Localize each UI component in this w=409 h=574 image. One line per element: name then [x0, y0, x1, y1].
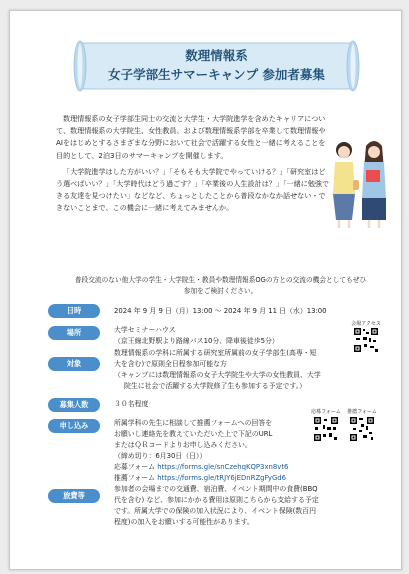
apply-line-3: またはＱＲコードよりお申し込みください。: [114, 441, 252, 449]
fee-line-4: 程度)の加入をお願いする可能性があります。: [114, 518, 254, 526]
access-qr-caption: 会場アクセス: [351, 321, 381, 327]
intro-text: [56, 113, 330, 219]
title-line-1: 数理情報系: [185, 48, 248, 63]
recommend-form-label: 推薦フォーム: [114, 474, 155, 482]
apply-line-2: お願いし連絡先を教えていただいた上で下記のURL: [114, 430, 273, 438]
place-line-1: 大学セミナーハウス: [114, 326, 176, 334]
fee-line-3: です。所属大学での保険の加入状況により、イベント保険(数百円: [114, 507, 316, 515]
date-value: 2024 年 9 月 9 日（月）13:00 ～ 2024 年 9 月 11 日（水）13:00: [114, 307, 327, 315]
apply-form-row: [114, 462, 324, 473]
fee-label: 旅費等: [48, 489, 100, 503]
apply-form-label: 応募フォーム: [114, 463, 155, 471]
fee-value: [114, 484, 376, 528]
target-value: [114, 348, 376, 392]
capacity-label: 募集人数: [48, 398, 100, 412]
target-line-3: （キャンプには数理情報系の女子大学院生や大学の女性教員、大学: [114, 371, 321, 379]
target-line-1: 数理情報系の学科に所属する研究室所属前の女子学部生(高専・短: [114, 349, 317, 357]
apply-value: [114, 418, 324, 484]
students-illustration: [324, 136, 394, 231]
apply-label: 申し込み: [48, 419, 100, 433]
apply-line-1: 所属学科の先生に相談して推薦フォームへの回答を: [114, 419, 273, 427]
apply-qr-code[interactable]: [313, 416, 339, 442]
apply-form-link[interactable]: https://forms.gle/snCzehqKQP3xn8vt6: [157, 463, 289, 471]
page-title: [70, 46, 363, 84]
capacity-value: ３０名程度: [114, 400, 149, 408]
place-value: [114, 325, 279, 347]
fee-line-1: 参加者の会場までの交通費、宿泊費、イベント期間中の食費(BBQ: [114, 485, 318, 493]
fee-line-2: 代を含む) など、参加にかかる費用は原則こちらから支給する予定: [114, 496, 319, 504]
intro-paragraph-3: 普段交流のない他大学の学生・大学院生・教員や数理情報系OGの方との交流の機会としてもぜひ参加をご検討ください。: [74, 276, 367, 295]
recommend-qr-code[interactable]: [349, 416, 375, 442]
target-line-4: 院生に社会で活躍する大学院修了生も参加する予定です。）: [124, 382, 307, 390]
flyer-page: [9, 10, 402, 570]
date-label: 日時: [48, 304, 100, 318]
title-line-2: 女子学部生サマーキャンプ 参加者募集: [108, 67, 325, 82]
recommend-form-link[interactable]: https://forms.gle/tRJY6jEDnRZgFyGd6: [157, 474, 287, 482]
place-line-2: （京王線北野駅より路線バス10分、降車後徒歩5分）: [114, 337, 279, 345]
target-label: 対象: [48, 357, 100, 371]
apply-qr-caption: 応募フォーム: [311, 409, 341, 415]
intro-paragraph-2: 「大学院進学はした方がいい？」「そもそも大学院でやっていける？」「研究室はどう選べばいい？」「大学時代はどう過ごす？」「卒業後の人生設計は？」「一緒に勉強できる友達を見つけたい」などなど、ちょっとしたことから普段なかなか話せない・できないことまで、この機会に一緒に考えてみませんか。: [56, 166, 330, 213]
intro-paragraph-1: 数理情報系の女子学部生同士の交流と大学生・大学院進学を含めたキャリアについて、数理情報系の大学院生、女性教員、および数理情報系学部を卒業して数理情報やAIをはじめとするさまざまな分野において社会で活躍する女性と一緒に考えることを目的として、2泊3日のサマーキャンプを開催します。: [56, 114, 326, 160]
recommend-form-row: [114, 473, 324, 484]
recommend-qr-caption: 推薦フォーム: [347, 409, 377, 415]
apply-deadline: （締め切り：6月30日（日））: [114, 452, 207, 460]
target-line-2: 大を含む)で原則全日程参加可能な方: [114, 360, 227, 368]
title-banner: [70, 39, 363, 95]
place-label: 場所: [48, 326, 100, 340]
